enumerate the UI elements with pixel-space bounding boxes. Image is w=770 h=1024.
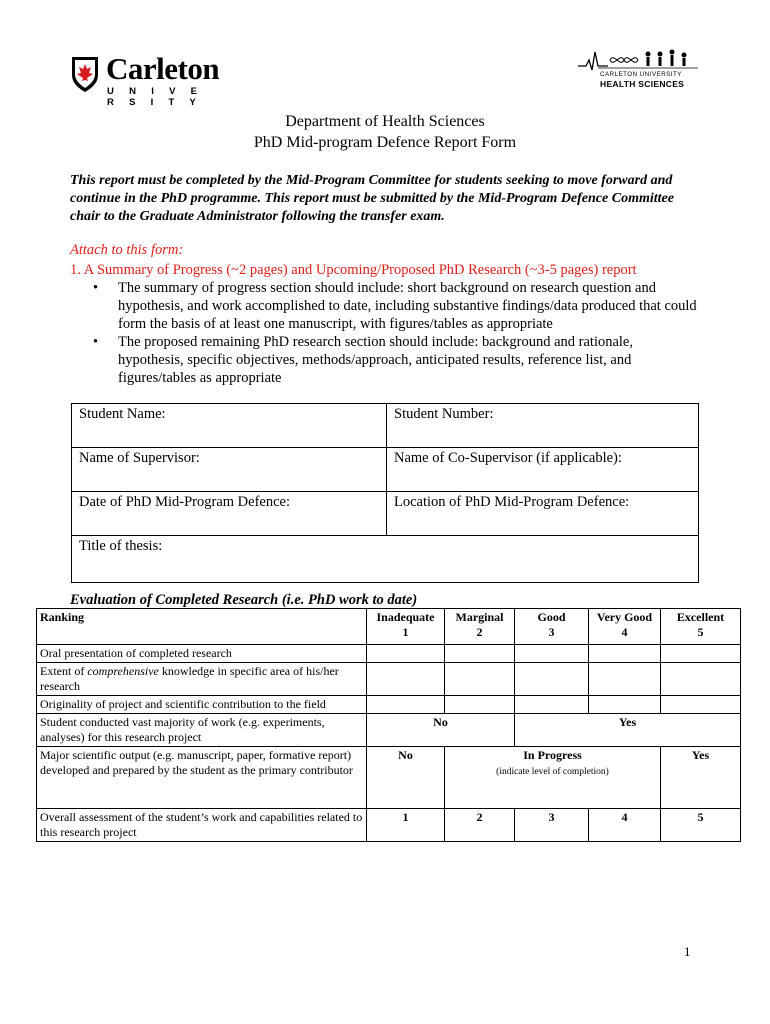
evaluation-title: Evaluation of Completed Research (i.e. PhD work to date) bbox=[70, 592, 418, 608]
student-number-field[interactable]: Student Number: bbox=[387, 404, 699, 448]
row-label-oral: Oral presentation of completed research bbox=[37, 645, 367, 663]
conducted-yes-cell[interactable]: Yes bbox=[515, 714, 741, 747]
department-title: Department of Health Sciences bbox=[285, 113, 485, 130]
marginal-header: Marginal 2 bbox=[445, 609, 515, 645]
supervisor-field[interactable]: Name of Supervisor: bbox=[72, 448, 387, 492]
table-row bbox=[37, 696, 741, 714]
evaluation-table bbox=[36, 608, 741, 842]
row-label-originality: Originality of project and scientific contribution to the field bbox=[37, 696, 367, 714]
rating-cell[interactable] bbox=[367, 696, 445, 714]
overall-rating-1[interactable]: 1 bbox=[367, 809, 445, 842]
overall-rating-2[interactable]: 2 bbox=[445, 809, 515, 842]
output-no-cell[interactable]: No bbox=[367, 747, 445, 809]
list-item: • The summary of progress section should include: short background on research question and hypothesis, and work accomplished to date, including substantive findings/data produced that could form the basis of at least one manuscript, with figures/tables as appropriate bbox=[93, 280, 697, 332]
output-in-progress-cell[interactable]: In Progress (indicate level of completion) bbox=[445, 747, 661, 809]
row-label-extent: Extent of comprehensive knowledge in specific area of his/her research bbox=[37, 663, 367, 696]
attach-heading: Attach to this form: bbox=[70, 242, 184, 258]
overall-rating-5[interactable]: 5 bbox=[661, 809, 741, 842]
rating-cell[interactable] bbox=[515, 696, 589, 714]
rating-cell[interactable] bbox=[661, 663, 741, 696]
row-label-overall: Overall assessment of the student’s work and capabilities related to this research project bbox=[37, 809, 367, 842]
table-row bbox=[37, 663, 741, 696]
rating-cell[interactable] bbox=[589, 696, 661, 714]
row-label-output: Major scientific output (e.g. manuscript, paper, formative report) developed and prepared by the student as the primary contributor bbox=[37, 747, 367, 809]
attach-bullet-list bbox=[70, 279, 700, 387]
page-number: 1 bbox=[684, 944, 691, 959]
defence-location-field[interactable]: Location of PhD Mid-Program Defence: bbox=[387, 492, 699, 536]
co-supervisor-field[interactable]: Name of Co-Supervisor (if applicable): bbox=[387, 448, 699, 492]
table-row bbox=[37, 747, 741, 809]
table-row bbox=[37, 809, 741, 842]
inadequate-header: Inadequate 1 bbox=[367, 609, 445, 645]
rating-cell[interactable] bbox=[589, 663, 661, 696]
logo-wordmark: Carleton bbox=[106, 51, 220, 86]
table-row bbox=[37, 645, 741, 663]
student-info-table bbox=[71, 403, 699, 583]
carleton-university-logo bbox=[70, 51, 220, 108]
logo-department-line: HEALTH SCIENCES bbox=[600, 79, 685, 89]
rating-cell[interactable] bbox=[589, 645, 661, 663]
progress-note: (indicate level of completion) bbox=[496, 767, 609, 777]
rating-cell[interactable] bbox=[445, 645, 515, 663]
logo-university-line: CARLETON UNIVERSITY bbox=[600, 71, 682, 78]
heartbeat-dna-icon bbox=[578, 46, 700, 72]
rating-cell[interactable] bbox=[445, 663, 515, 696]
student-name-field[interactable]: Student Name: bbox=[72, 404, 387, 448]
overall-rating-4[interactable]: 4 bbox=[589, 809, 661, 842]
rating-cell[interactable] bbox=[445, 696, 515, 714]
overall-rating-3[interactable]: 3 bbox=[515, 809, 589, 842]
row-label-conducted: Student conducted vast majority of work (e.g. experiments, analyses) for this research project bbox=[37, 714, 367, 747]
thesis-title-field[interactable]: Title of thesis: bbox=[72, 536, 699, 583]
conducted-no-cell[interactable]: No bbox=[367, 714, 515, 747]
rating-cell[interactable] bbox=[661, 645, 741, 663]
rating-cell[interactable] bbox=[515, 645, 589, 663]
intro-instructions: This report must be completed by the Mid-Program Committee for students seeking to move forward and continue in the PhD programme. This report must be submitted by the Mid-Program Defence Committee chair to the Graduate Administrator following the transfer exam. bbox=[70, 173, 674, 224]
very-good-header: Very Good 4 bbox=[589, 609, 661, 645]
good-header: Good 3 bbox=[515, 609, 589, 645]
rating-cell[interactable] bbox=[515, 663, 589, 696]
excellent-header: Excellent 5 bbox=[661, 609, 741, 645]
rating-cell[interactable] bbox=[661, 696, 741, 714]
ranking-header: Ranking bbox=[37, 609, 367, 645]
shield-icon bbox=[70, 55, 100, 93]
output-yes-cell[interactable]: Yes bbox=[661, 747, 741, 809]
defence-date-field[interactable]: Date of PhD Mid-Program Defence: bbox=[72, 492, 387, 536]
rating-cell[interactable] bbox=[367, 645, 445, 663]
table-row bbox=[37, 714, 741, 747]
logo-subtitle: U N I V E R S I T Y bbox=[107, 86, 204, 108]
list-item: • The proposed remaining PhD research section should include: background and rationale, hypothesis, specific objectives, methods/approach, anticipated results, reference list, and figures/tables as appropriate bbox=[93, 334, 633, 386]
health-sciences-logo bbox=[578, 46, 700, 92]
rating-cell[interactable] bbox=[367, 663, 445, 696]
form-title: PhD Mid-program Defence Report Form bbox=[253, 134, 517, 151]
attach-item-1: 1. A Summary of Progress (~2 pages) and Upcoming/Proposed PhD Research (~3-5 pages) report bbox=[70, 262, 637, 278]
